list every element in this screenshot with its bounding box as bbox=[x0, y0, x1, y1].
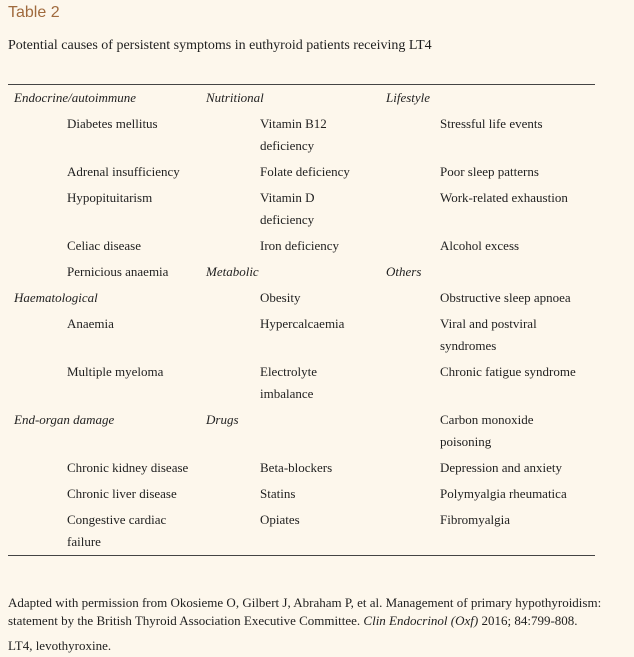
col1-item: Anaemia bbox=[67, 316, 114, 331]
col3-item: Stressful life events bbox=[440, 116, 543, 131]
col3-item: Depression and anxiety bbox=[440, 460, 563, 475]
col2-item: Iron deficiency bbox=[260, 238, 340, 253]
col1-heading-haematological: Haematological bbox=[14, 290, 98, 305]
col2-heading-metabolic: Metabolic bbox=[206, 264, 259, 279]
col3-item: Polymyalgia rheumatica bbox=[440, 486, 567, 501]
col2-item: Statins bbox=[260, 486, 296, 501]
col1-item: failure bbox=[67, 534, 101, 549]
col1-item: Adrenal insufficiency bbox=[67, 164, 180, 179]
col1-item: Chronic kidney disease bbox=[67, 460, 189, 475]
col2-item: Hypercalcaemia bbox=[260, 316, 345, 331]
col1-item: Hypopituitarism bbox=[67, 190, 153, 205]
col2-item: Beta-blockers bbox=[260, 460, 333, 475]
col1-heading-endocrine: Endocrine/autoimmune bbox=[14, 90, 137, 105]
footnote-line2 bbox=[8, 612, 601, 630]
col3-item: Carbon monoxide bbox=[440, 412, 534, 427]
col2-item: Opiates bbox=[260, 512, 300, 527]
footnote-journal: Clin Endocrinol (Oxf) bbox=[363, 613, 479, 628]
col3-item: Work-related exhaustion bbox=[440, 190, 568, 205]
col1-item: Celiac disease bbox=[67, 238, 141, 253]
col3-item: Alcohol excess bbox=[440, 238, 520, 253]
col2-heading-nutritional: Nutritional bbox=[206, 90, 264, 105]
footnote-source bbox=[8, 594, 601, 630]
col2-item: imbalance bbox=[260, 386, 314, 401]
col3-item: Obstructive sleep apnoea bbox=[440, 290, 571, 305]
table-label: Table 2 bbox=[8, 4, 60, 21]
col2-item: deficiency bbox=[260, 212, 315, 227]
col3-item: Poor sleep patterns bbox=[440, 164, 539, 179]
footnote-citation: 2016; 84:799-808. bbox=[478, 613, 578, 628]
col2-item: Electrolyte bbox=[260, 364, 318, 379]
col2-item: Vitamin D bbox=[260, 190, 315, 205]
col2-heading-drugs: Drugs bbox=[206, 412, 239, 427]
col3-heading-others: Others bbox=[386, 264, 422, 279]
col3-item: Viral and postviral bbox=[440, 316, 537, 331]
causes-table bbox=[8, 84, 595, 556]
col2-item: Folate deficiency bbox=[260, 164, 350, 179]
col1-item: Chronic liver disease bbox=[67, 486, 177, 501]
col3-item: Fibromyalgia bbox=[440, 512, 511, 527]
table-caption: Potential causes of persistent symptoms in euthyroid patients receiving LT4 bbox=[8, 38, 432, 53]
col1-heading-end-organ: End-organ damage bbox=[14, 412, 115, 427]
col3-item: syndromes bbox=[440, 338, 497, 353]
col1-item: Diabetes mellitus bbox=[67, 116, 158, 131]
col2-item: Obesity bbox=[260, 290, 301, 305]
col3-item: Chronic fatigue syndrome bbox=[440, 364, 576, 379]
footnote-abbreviation: LT4, levothyroxine. bbox=[8, 638, 112, 653]
col2-item: deficiency bbox=[260, 138, 315, 153]
col3-heading-lifestyle: Lifestyle bbox=[386, 90, 431, 105]
footnote-line2-text: statement by the British Thyroid Association Executive Committee. bbox=[8, 613, 364, 628]
col1-item: Pernicious anaemia bbox=[67, 264, 169, 279]
footnote-line1: Adapted with permission from Okosieme O, Gilbert J, Abraham P, et al. Management of primary hypothyroidism: bbox=[8, 595, 602, 610]
col2-item: Vitamin B12 bbox=[260, 116, 327, 131]
col1-item: Multiple myeloma bbox=[67, 364, 164, 379]
col1-item: Congestive cardiac bbox=[67, 512, 167, 527]
col3-item: poisoning bbox=[440, 434, 492, 449]
